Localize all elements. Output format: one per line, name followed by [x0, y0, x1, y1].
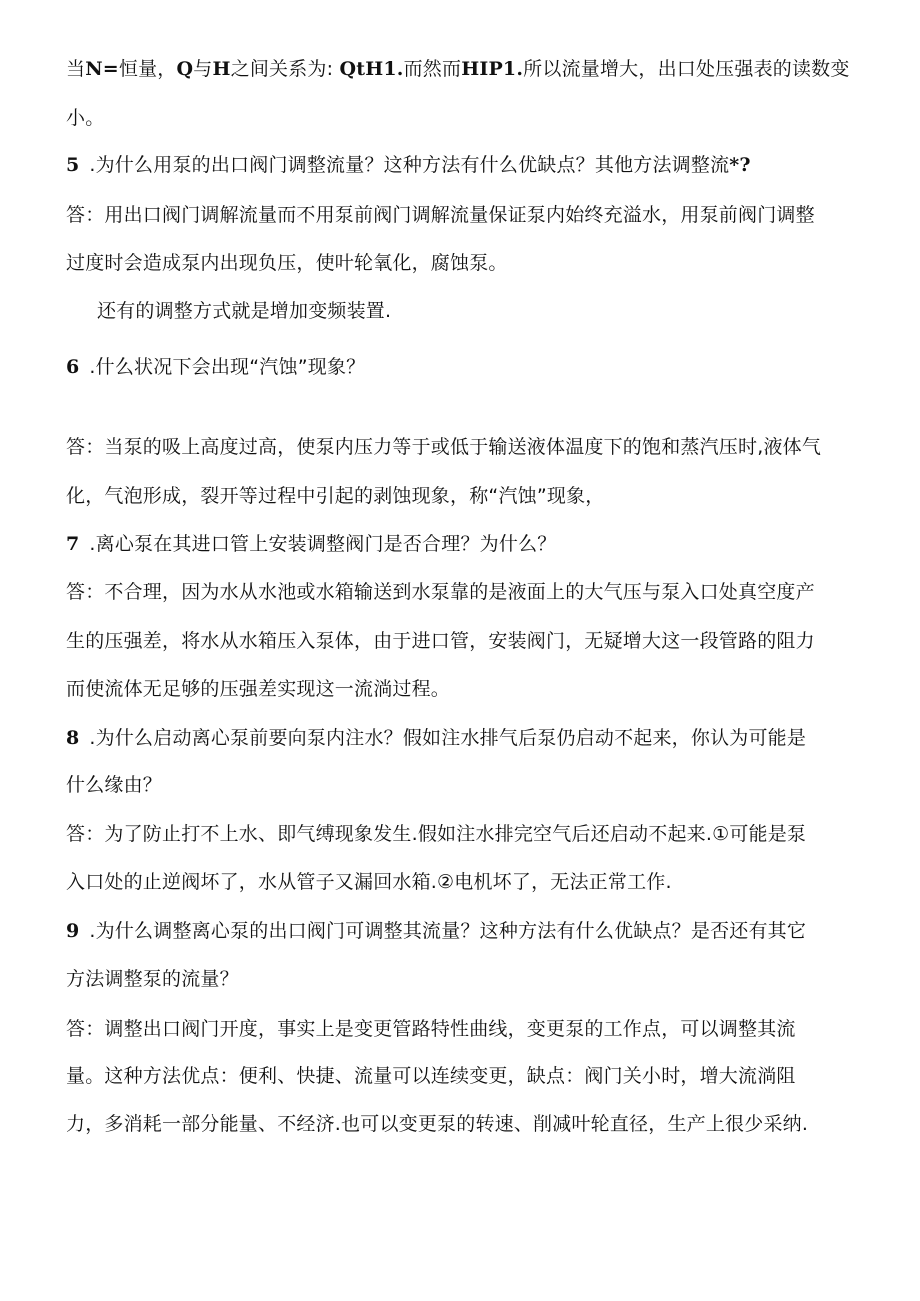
question-line: 方法调整泵的流量？	[66, 968, 239, 990]
formula-text: QtH1.	[339, 58, 404, 80]
answer-line	[66, 56, 866, 82]
text-run: 当	[66, 58, 86, 80]
answer-line: 化，气泡形成，裂开等过程中引起的剥蚀现象，称“汽蚀”现象，	[66, 485, 605, 507]
question-line: 什么缘由？	[66, 774, 163, 796]
question-number: 7	[66, 533, 80, 555]
question-text: .为什么启动离心泵前要向泵内注水？假如注水排气后泵仍启动不起来，你认为可能是	[89, 727, 807, 749]
formula-text: Q	[176, 58, 194, 80]
text-run: 之间关系为:	[230, 58, 340, 80]
question-number: 9	[66, 920, 80, 942]
text-run: 与	[193, 58, 213, 80]
question-9	[66, 918, 866, 944]
answer-line: 答：用出口阀门调解流量而不用泵前阀门调解流量保证泵内始终充溢水，用泵前阀门调整	[66, 204, 815, 226]
question-6	[66, 354, 866, 380]
answer-line: 量。这种方法优点：便利、快捷、流量可以连续变更，缺点：阀门关小时，增大流淌阻	[66, 1065, 796, 1087]
answer-line: 答：不合理，因为水从水池或水箱输送到水泵靠的是液面上的大气压与泵入口处真空度产	[66, 581, 815, 603]
answer-line: 入口处的止逆阀坏了，水从管子又漏回水箱.②电机坏了，无法正常工作.	[66, 871, 672, 893]
question-number: 8	[66, 727, 80, 749]
question-7	[66, 531, 866, 557]
question-number: 5	[66, 154, 80, 176]
question-text: .离心泵在其进口管上安装调整阀门是否合理？为什么？	[89, 533, 557, 555]
formula-text: H	[212, 58, 231, 80]
text-run: 所以流量增大，出口处压强表的读数变	[523, 58, 850, 80]
answer-line: 答：当泵的吸上高度过高，使泵内压力等于或低于输送液体温度下的饱和蒸汽压时,液体气	[66, 436, 822, 458]
question-text: .什么状况下会出现“汽蚀”现象？	[89, 356, 366, 378]
question-number: 6	[66, 356, 80, 378]
answer-line: 生的压强差，将水从水箱压入泵体，由于进口管，安装阀门，无疑增大这一段管路的阻力	[66, 630, 815, 652]
formula-text: N=	[85, 58, 119, 80]
text-run: 而然而	[403, 58, 462, 80]
answer-line: 还有的调整方式就是增加变频装置.	[97, 300, 392, 322]
question-text: .为什么调整离心泵的出口阀门可调整其流量？这种方法有什么优缺点？是否还有其它	[89, 920, 807, 942]
question-5	[66, 152, 866, 178]
question-8	[66, 725, 866, 751]
answer-line: 过度时会造成泵内出现负压，使叶轮氧化，腐蚀泵。	[66, 252, 508, 274]
question-text: .为什么用泵的出口阀门调整流量？这种方法有什么优缺点？其他方法调整流	[89, 154, 730, 176]
answer-line: 答：调整出口阀门开度，事实上是变更管路特性曲线，变更泵的工作点，可以调整其流	[66, 1018, 796, 1040]
question-tail: *?	[729, 154, 751, 176]
formula-text: HIP1.	[461, 58, 524, 80]
answer-line: 而使流体无足够的压强差实现这一流淌过程。	[66, 678, 451, 700]
answer-line: 力，多消耗一部分能量、不经济.也可以变更泵的转速、削减叶轮直径，生产上很少采纳.	[66, 1113, 809, 1135]
answer-line: 小。	[66, 107, 105, 129]
answer-line: 答：为了防止打不上水、即气缚现象发生.假如注水排完空气后还启动不起来.①可能是泵	[66, 823, 807, 845]
text-run: 恒量，	[118, 58, 177, 80]
